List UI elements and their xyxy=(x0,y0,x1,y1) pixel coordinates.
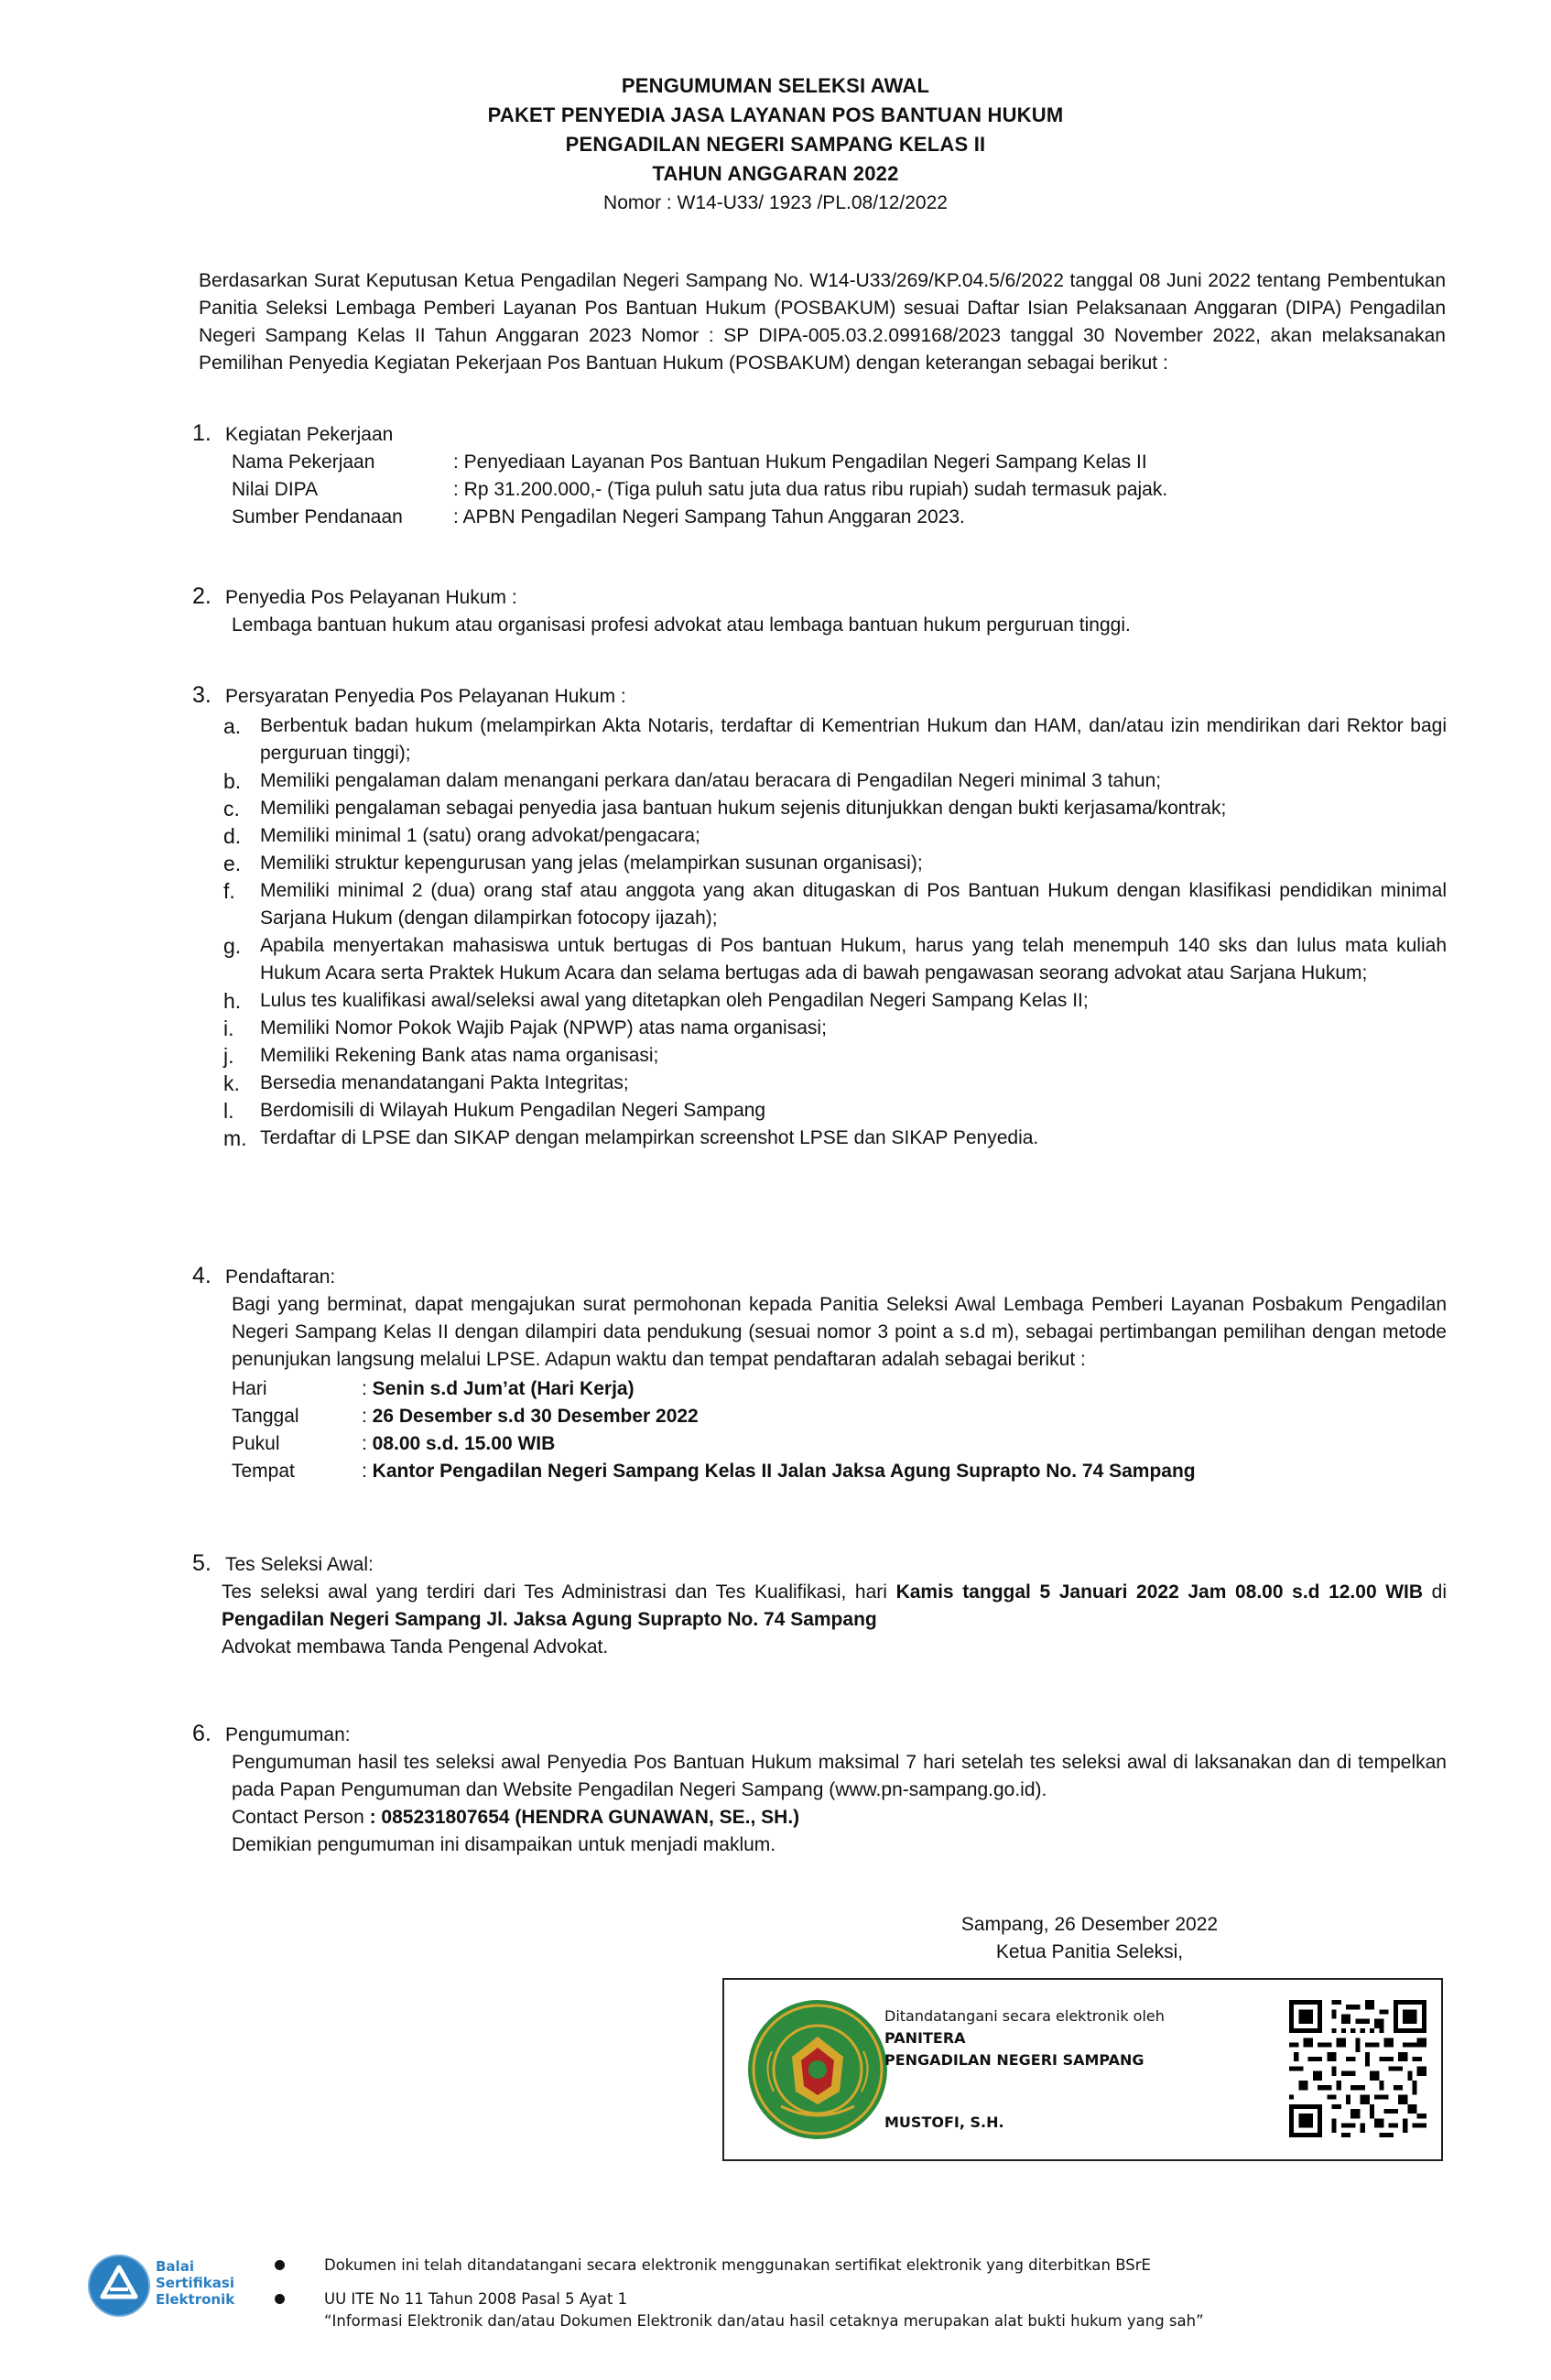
section-5-number: 5. xyxy=(192,1550,212,1576)
schedule-colon: : xyxy=(362,1378,373,1399)
item-text: Berdomisili di Wilayah Hukum Pengadilan Negeri Sampang xyxy=(260,1100,766,1121)
section-3 xyxy=(192,681,1447,1152)
section-5-title: Tes Seleksi Awal: xyxy=(225,1554,374,1575)
logo-text-3: Elektronik xyxy=(156,2291,235,2308)
section-6 xyxy=(192,1720,1447,1859)
section-6-number: 6. xyxy=(192,1721,212,1746)
title-line-1: PENGUMUMAN SELEKSI AWAL xyxy=(621,74,930,97)
detail-row xyxy=(232,476,1447,504)
item-text: Bersedia menandatangani Pakta Integritas; xyxy=(260,1072,629,1093)
bullet-icon xyxy=(275,2260,285,2270)
section-1-title: Kegiatan Pekerjaan xyxy=(225,424,394,445)
bsre-logo-icon xyxy=(82,2249,156,2322)
test-location: Pengadilan Negeri Sampang Jl. Jaksa Agung Suprapto No. 74 Sampang xyxy=(222,1609,877,1630)
schedule-colon: : xyxy=(362,1433,373,1454)
footer-notes xyxy=(275,2255,1204,2344)
test-text: Tes seleksi awal yang terdiri dari Tes Administrasi dan Tes Kualifikasi, hari xyxy=(222,1581,896,1603)
detail-value: : Penyediaan Layanan Pos Bantuan Hukum Pengadilan Negeri Sampang Kelas II xyxy=(453,451,1147,473)
schedule-row xyxy=(232,1458,1447,1485)
requirements-list xyxy=(192,712,1447,1152)
title-line-2: PAKET PENYEDIA JASA LAYANAN POS BANTUAN HUKUM xyxy=(487,103,1064,126)
title-line-3: PENGADILAN NEGERI SAMPANG KELAS II xyxy=(565,133,986,156)
item-text: Memiliki Nomor Pokok Wajib Pajak (NPWP) atas nama organisasi; xyxy=(260,1017,827,1038)
schedule-row xyxy=(232,1430,1447,1458)
section-5-note: Advokat membawa Tanda Pengenal Advokat. xyxy=(222,1636,609,1657)
section-4-title: Pendaftaran: xyxy=(225,1266,336,1288)
item-text: Terdaftar di LPSE dan SIKAP dengan melampirkan screenshot LPSE dan SIKAP Penyedia. xyxy=(260,1127,1039,1148)
detail-label: Nilai DIPA xyxy=(232,479,319,500)
footer-note-2 xyxy=(275,2288,1204,2332)
place-date: Sampang, 26 Desember 2022 xyxy=(960,1914,1219,1935)
section-2-title: Penyedia Pos Pelayanan Hukum : xyxy=(225,587,517,608)
schedule-label: Tanggal xyxy=(232,1406,299,1427)
schedule-colon: : xyxy=(362,1461,373,1482)
detail-row xyxy=(232,504,1447,531)
item-letter: i. xyxy=(223,1016,234,1040)
signature-block xyxy=(897,1911,1282,1966)
schedule-value: 26 Desember s.d 30 Desember 2022 xyxy=(372,1406,699,1427)
section-5-text xyxy=(192,1579,1447,1634)
electronic-signature-box xyxy=(722,1978,1443,2161)
section-3-number: 3. xyxy=(192,682,212,708)
item-text: Apabila menyertakan mahasiswa untuk bertugas di Pos bantuan Hukum, harus yang telah menempuh 140 sks dan lulus mata kuliah Hukum Acara serta Praktek Hukum Acara dan selama bertugas ada di bawah pengawasan seorang advokat atau Sarjana Hukum; xyxy=(260,935,1447,984)
intro-paragraph: Berdasarkan Surat Keputusan Ketua Pengadilan Negeri Sampang No. W14-U33/269/KP.04.5/6/2022 tanggal 08 Juni 2022 tentang Pembentukan Panitia Seleksi Lembaga Pemberi Layanan Pos Bantuan Hukum (POSBAKUM) sesuai Daftar Isian Pelaksanaan Anggaran (DIPA) Pengadilan Negeri Sampang Kelas II Tahun Anggaran 2023 Nomor : SP DIPA-005.03.2.099168/2023 tanggal 30 November 2022, akan melaksanakan Pemilihan Penyedia Kegiatan Pekerjaan Pos Bantuan Hukum (POSBAKUM) dengan keterangan sebagai berikut : xyxy=(199,270,1446,374)
item-letter: c. xyxy=(223,797,240,821)
contact-label: Contact Person xyxy=(232,1807,370,1828)
item-text: Berbentuk badan hukum (melampirkan Akta Notaris, terdaftar di Kementrian Hukum dan HAM, dan/atau izin mendirikan dari Rektor bagi perguruan tinggi); xyxy=(260,715,1447,764)
bsre-logo xyxy=(82,2249,266,2322)
list-item xyxy=(223,850,1447,877)
section-2-number: 2. xyxy=(192,583,212,609)
detail-label: Nama Pekerjaan xyxy=(232,451,375,473)
section-3-title: Persyaratan Penyedia Pos Pelayanan Hukum : xyxy=(225,686,626,707)
signer-role: Ketua Panitia Seleksi, xyxy=(995,1941,1184,1962)
schedule-row xyxy=(232,1403,1447,1430)
item-text: Lulus tes kualifikasi awal/seleksi awal yang ditetapkan oleh Pengadilan Negeri Sampang Kelas II; xyxy=(260,990,1089,1011)
schedule-colon: : xyxy=(362,1406,373,1427)
section-1-number: 1. xyxy=(192,420,212,446)
section-4-number: 4. xyxy=(192,1263,212,1288)
schedule-label: Hari xyxy=(232,1378,267,1399)
footer-note-1 xyxy=(275,2255,1204,2277)
list-item xyxy=(223,712,1447,767)
schedule-value: 08.00 s.d. 15.00 WIB xyxy=(372,1433,556,1454)
item-letter: h. xyxy=(223,989,242,1013)
item-letter: g. xyxy=(223,934,242,958)
item-text: Memiliki pengalaman sebagai penyedia jasa bantuan hukum sejenis ditunjukkan dengan bukti kerjasama/kontrak; xyxy=(260,798,1227,819)
detail-label: Sumber Pendanaan xyxy=(232,506,403,527)
schedule-label: Tempat xyxy=(232,1461,295,1482)
footer-note-2-line-2: “Informasi Elektronik dan/atau Dokumen Elektronik dan/atau hasil cetaknya merupakan alat bukti hukum yang sah” xyxy=(324,2312,1204,2330)
footer-note-2-line-1: UU ITE No 11 Tahun 2008 Pasal 5 Ayat 1 xyxy=(324,2290,628,2308)
list-item xyxy=(223,1125,1447,1152)
list-item xyxy=(223,877,1447,932)
list-item xyxy=(223,1097,1447,1125)
section-6-title: Pengumuman: xyxy=(225,1724,351,1745)
detail-row xyxy=(232,449,1447,476)
item-text: Memiliki minimal 1 (satu) orang advokat/pengacara; xyxy=(260,825,700,846)
esign-line-1: Ditandatangani secara elektronik oleh xyxy=(884,2007,1165,2025)
esign-line-2: PANITERA xyxy=(884,2029,966,2047)
title-line-4: TAHUN ANGGARAN 2022 xyxy=(652,162,899,185)
list-item xyxy=(223,767,1447,795)
item-letter: a. xyxy=(223,714,242,738)
esign-line-3: PENGADILAN NEGERI SAMPANG xyxy=(884,2051,1144,2069)
logo-text-2: Sertifikasi xyxy=(156,2275,234,2291)
bullet-icon xyxy=(275,2294,285,2304)
esign-text xyxy=(884,2005,1165,2071)
contact-person xyxy=(192,1804,1447,1831)
section-6-text: Pengumuman hasil tes seleksi awal Penyedia Pos Bantuan Hukum maksimal 7 hari setelah tes seleksi awal di laksanakan dan di tempelkan pada Papan Pengumuman dan Website Pengadilan Negeri Sampang (www.pn-sampang.go.id). xyxy=(232,1752,1447,1800)
section-2-text: Lembaga bantuan hukum atau organisasi profesi advokat atau lembaga bantuan hukum perguruan tinggi. xyxy=(232,614,1131,636)
closing-text: Demikian pengumuman ini disampaikan untuk menjadi maklum. xyxy=(232,1834,776,1855)
section-2 xyxy=(192,582,1447,639)
test-schedule: Kamis tanggal 5 Januari 2022 Jam 08.00 s.d 12.00 WIB xyxy=(895,1581,1424,1603)
list-item xyxy=(223,795,1447,822)
logo-text-1: Balai xyxy=(156,2258,194,2275)
item-letter: m. xyxy=(223,1126,247,1150)
item-letter: j. xyxy=(223,1044,234,1068)
footer-note-1-text: Dokumen ini telah ditandatangani secara elektronik menggunakan sertifikat elektronik yang diterbitkan BSrE xyxy=(324,2256,1151,2274)
schedule-label: Pukul xyxy=(232,1433,280,1454)
item-letter: k. xyxy=(223,1071,240,1095)
schedule-row xyxy=(232,1375,1447,1403)
item-letter: l. xyxy=(223,1099,234,1123)
item-text: Memiliki Rekening Bank atas nama organisasi; xyxy=(260,1045,659,1066)
list-item xyxy=(223,932,1447,987)
item-letter: e. xyxy=(223,852,242,875)
item-letter: d. xyxy=(223,824,242,848)
section-4 xyxy=(192,1262,1447,1485)
item-text: Memiliki struktur kepengurusan yang jelas (melampirkan susunan organisasi); xyxy=(260,853,923,874)
schedule-value: Senin s.d Jum’at (Hari Kerja) xyxy=(372,1378,634,1399)
document-header xyxy=(0,71,1551,218)
item-text: Memiliki pengalaman dalam menangani perkara dan/atau beracara di Pengadilan Negeri minimal 3 tahun; xyxy=(260,770,1162,791)
section-1 xyxy=(192,419,1447,531)
schedule-value: Kantor Pengadilan Negeri Sampang Kelas II Jalan Jaksa Agung Suprapto No. 74 Sampang xyxy=(372,1461,1196,1482)
list-item xyxy=(223,1015,1447,1042)
item-letter: f. xyxy=(223,879,235,903)
item-letter: b. xyxy=(223,769,242,793)
list-item xyxy=(223,822,1447,850)
list-item xyxy=(223,1042,1447,1070)
detail-value: : Rp 31.200.000,- (Tiga puluh satu juta dua ratus ribu rupiah) sudah termasuk pajak. xyxy=(453,479,1168,500)
court-seal-icon xyxy=(744,1996,891,2143)
list-item xyxy=(223,987,1447,1015)
test-text-connector: di xyxy=(1423,1581,1448,1603)
qr-code-icon xyxy=(1289,2000,1426,2137)
section-5 xyxy=(192,1549,1447,1661)
section-4-text: Bagi yang berminat, dapat mengajukan surat permohonan kepada Panitia Seleksi Awal Lembaga Pemberi Layanan Posbakum Pengadilan Negeri Sampang Kelas II dengan dilampiri data pendukung (sesuai nomor 3 point a s.d m), sebagai pertimbangan pemilihan dengan metode penunjukan langsung melalui LPSE. Adapun waktu dan tempat pendaftaran adalah sebagai berikut : xyxy=(232,1294,1447,1370)
signer-name: MUSTOFI, S.H. xyxy=(884,2114,1004,2131)
document-number: Nomor : W14-U33/ 1923 /PL.08/12/2022 xyxy=(603,192,948,213)
detail-value: : APBN Pengadilan Negeri Sampang Tahun Anggaran 2023. xyxy=(453,506,965,527)
item-text: Memiliki minimal 2 (dua) orang staf atau anggota yang akan ditugaskan di Pos Bantuan Hukum dengan klasifikasi pendidikan minimal Sarjana Hukum (dengan dilampirkan fotocopy ijazah); xyxy=(260,880,1447,929)
list-item xyxy=(223,1070,1447,1097)
contact-value: : 085231807654 (HENDRA GUNAWAN, SE., SH.) xyxy=(369,1807,800,1828)
